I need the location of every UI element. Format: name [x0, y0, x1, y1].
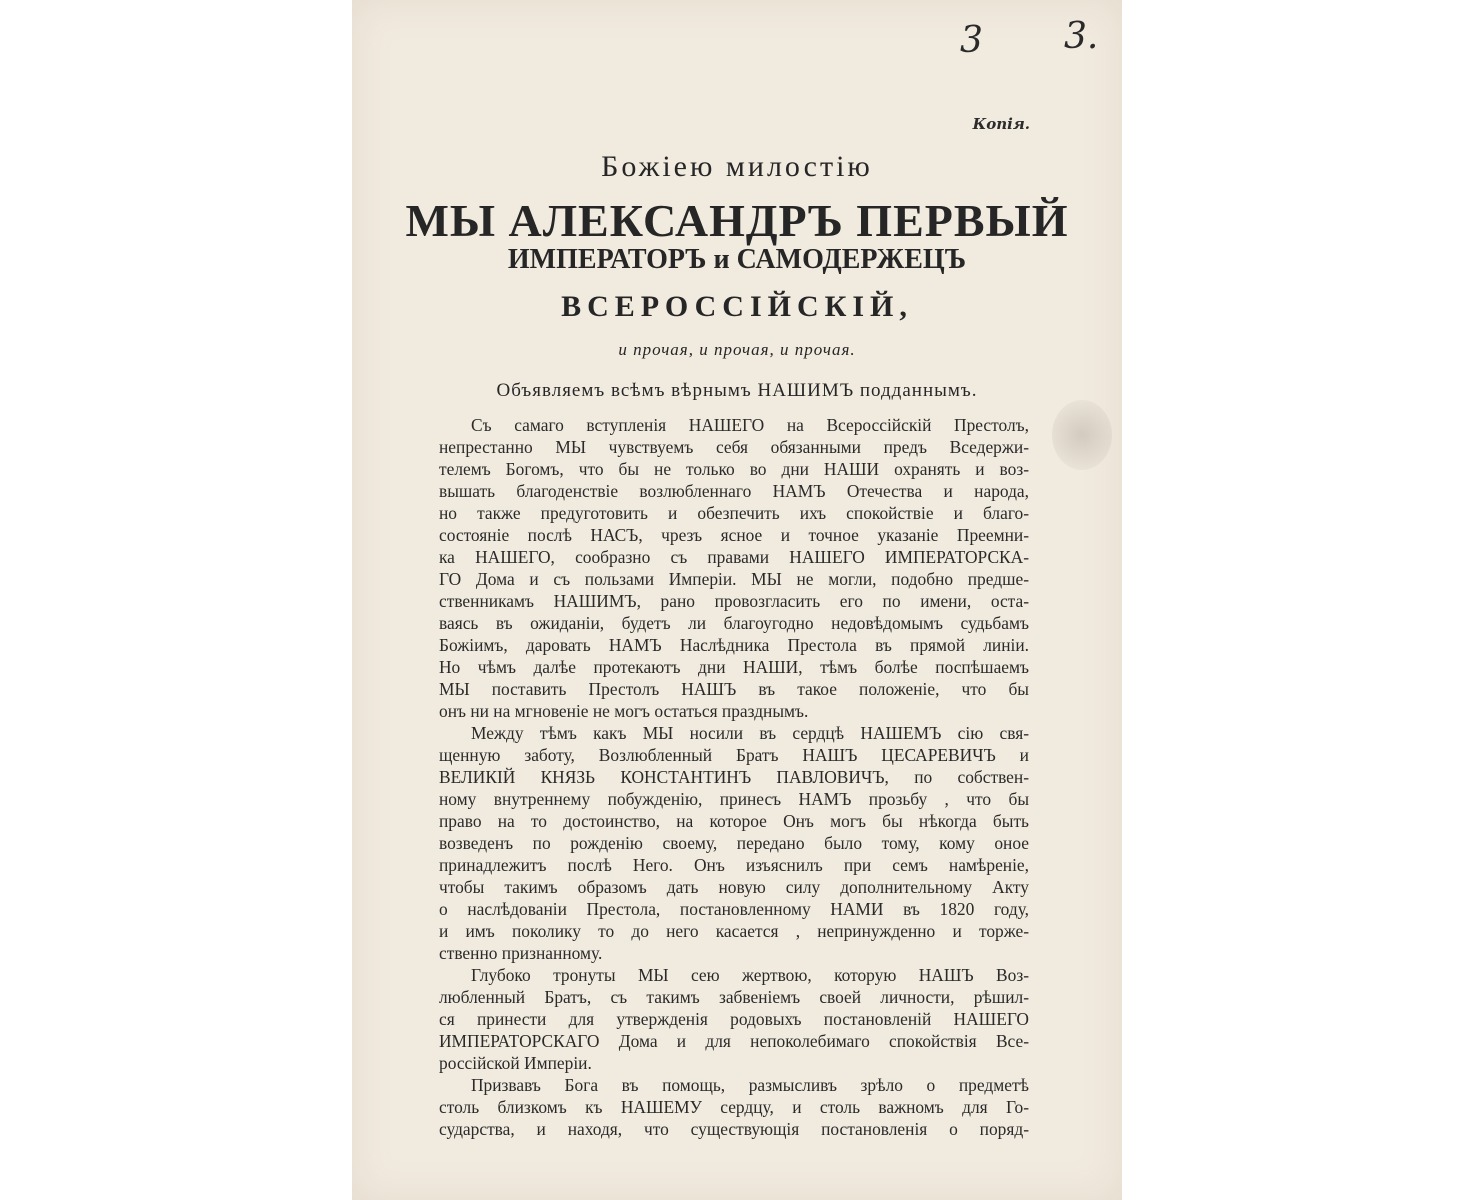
body-line: ка НАШЕГО, сообразно съ правами НАШЕГО ИМПЕРАТОРСКА-	[439, 547, 1029, 567]
body-line: принадлежитъ послѣ Него. Онъ изъяснилъ при семъ намѣреніе,	[439, 855, 1029, 875]
body-line: Божіимъ, даровать НАМЪ Наслѣдника Престола въ прямой линіи.	[439, 635, 1029, 655]
body-line: ГО Дома и съ пользами Имперіи. МЫ не могли, подобно предше-	[439, 569, 1029, 589]
handwritten-page-number: 3	[960, 20, 983, 61]
body-line: Но чѣмъ далѣе протекаютъ дни НАШИ, тѣмъ болѣе поспѣшаемъ	[439, 657, 1029, 677]
heading-all-russian: ВСЕРОССІЙСКІЙ,	[561, 290, 913, 323]
handwritten-page-number-2: 3.	[1064, 16, 1099, 57]
body-line: Призвавъ Бога въ помощь, размысливъ зрѣло о предметѣ	[471, 1075, 1029, 1095]
body-line: ному внутреннему побужденію, принесъ НАМЪ прозьбу , что бы	[439, 789, 1029, 809]
body-line: телемъ Богомъ, что бы не только во дни НАШИ охранять и воз-	[439, 459, 1029, 479]
body-line: ваясь въ ожиданіи, будетъ ли благоугодно недовѣдомымъ судьбамъ	[439, 613, 1029, 633]
body-line: о наслѣдованіи Престола, постановленному НАМИ въ 1820 году,	[439, 899, 1029, 919]
heading-etcetera: и прочая, и прочая, и прочая.	[618, 340, 856, 359]
copy-mark: Копія.	[972, 115, 1030, 133]
body-line: сударства, и находя, что существующія постановленія о поряд-	[439, 1119, 1029, 1139]
body-line: МЫ поставить Престолъ НАШЪ въ такое положеніе, что бы	[439, 679, 1029, 699]
manifesto-body	[439, 414, 1029, 1140]
body-line: но также предуготовить и обезпечить ихъ спокойствіе и благо-	[439, 503, 1029, 523]
body-line: непрестанно МЫ чувствуемъ себя обязанными предъ Вседержи-	[439, 437, 1029, 457]
body-line: Глубоко тронуты МЫ сею жертвою, которую НАШЪ Воз-	[471, 965, 1029, 985]
heading-proclamation: Объявляемъ всѣмъ вѣрнымъ НАШИМЪ подданнымъ.	[496, 380, 978, 401]
body-line: право на то достоинство, на которое Онъ могъ бы нѣкогда быть	[439, 811, 1029, 831]
body-line: ся принести для утвержденія родовыхъ постановленій НАШЕГО	[439, 1009, 1029, 1029]
body-line: ственно признанному.	[439, 943, 603, 963]
body-line: щенную заботу, Возлюбленный Братъ НАШЪ ЦЕСАРЕВИЧЪ и	[439, 745, 1029, 765]
heading-emperor-name: МЫ АЛЕКСАНДРЪ ПЕРВЫЙ	[405, 195, 1069, 246]
heading-title: ИМПЕРАТОРЪ и САМОДЕРЖЕЦЪ	[507, 244, 967, 275]
body-line: чтобы такимъ образомъ дать новую силу дополнительному Акту	[439, 877, 1029, 897]
paper-stain	[1052, 400, 1112, 470]
body-line: и имъ поколику то до него касается , непринужденно и торже-	[439, 921, 1029, 941]
body-line: столь близкомъ къ НАШЕМУ сердцу, и столь важномъ для Го-	[439, 1097, 1029, 1117]
body-line: ственникамъ НАШИМЪ, рано провозгласить его по имени, оста-	[439, 591, 1029, 611]
body-line: ВЕЛИКІЙ КНЯЗЬ КОНСТАНТИНЪ ПАВЛОВИЧЪ, по собствен-	[439, 767, 1029, 787]
body-line: состояніе послѣ НАСЪ, чрезъ ясное и точное указаніе Преемни-	[439, 525, 1029, 545]
body-line: Между тѣмъ какъ МЫ носили въ сердцѣ НАШЕМЪ сію свя-	[471, 723, 1029, 743]
heading-by-grace: Божіею милостію	[601, 150, 873, 183]
body-line: россійской Имперіи.	[439, 1053, 592, 1073]
body-line: любленный Братъ, съ такимъ забвеніемъ своей личности, рѣшил-	[439, 987, 1029, 1007]
body-line: ИМПЕРАТОРСКАГО Дома и для непоколебимаго спокойствія Все-	[439, 1031, 1029, 1051]
body-line: онъ ни на мгновеніе не могъ остаться празднымъ.	[439, 701, 809, 721]
body-line: возведенъ по рожденію своему, передано было тому, кому оное	[439, 833, 1029, 853]
body-line: вышать благоденствіе возлюбленнаго НАМЪ Отечества и народа,	[439, 481, 1029, 501]
document-page	[352, 0, 1122, 1200]
body-line: Съ самаго вступленія НАШЕГО на Всероссійскій Престолъ,	[471, 415, 1029, 435]
